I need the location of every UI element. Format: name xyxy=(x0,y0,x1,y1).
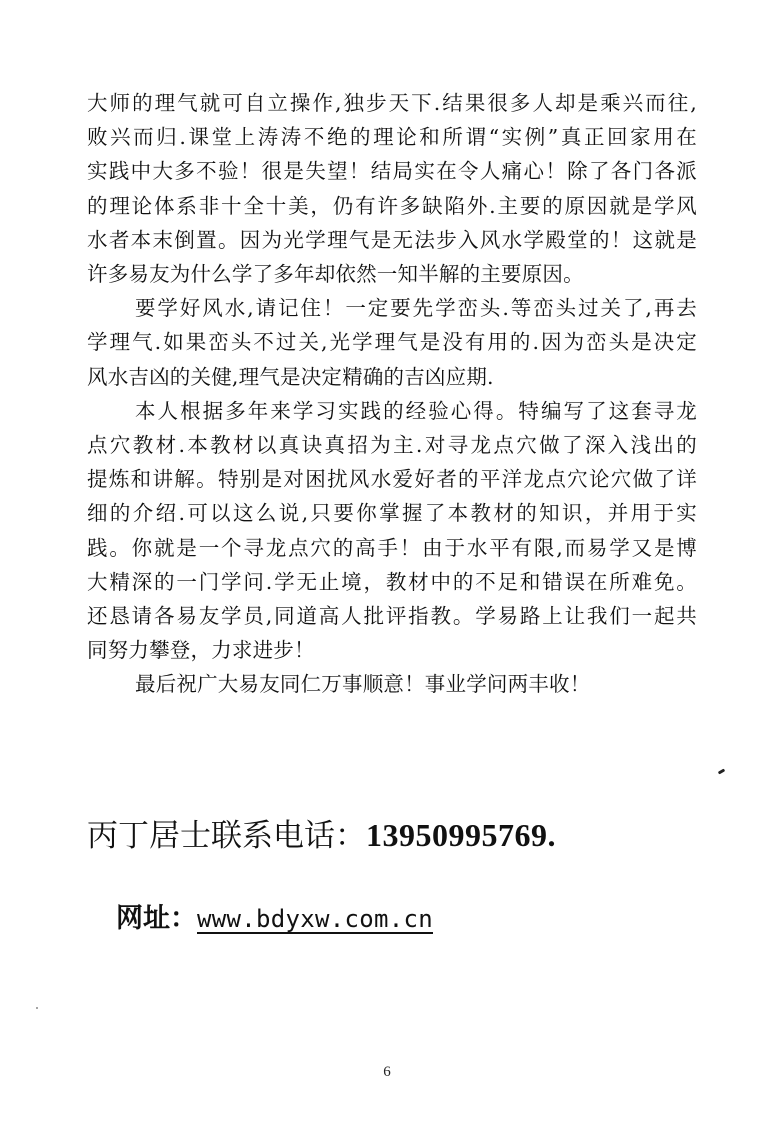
body-line: 还恳请各易友学员,同道高人批评指教。学易路上让我们一起共 xyxy=(87,604,697,629)
body-line: 的理论体系非十全十美，仍有许多缺陷外.主要的原因就是学风 xyxy=(87,193,697,218)
phone-number: 13950995769. xyxy=(366,817,556,853)
body-text xyxy=(87,86,697,702)
body-line: 实践中大多不验！很是失望！结局实在令人痛心！除了各门各派 xyxy=(87,159,697,184)
page-number: 6 xyxy=(383,1064,391,1080)
body-line: 提炼和讲解。特别是对困扰风水爱好者的平洋龙点穴论穴做了详 xyxy=(87,467,697,492)
body-line: 践。你就是一个寻龙点穴的高手！由于水平有限,而易学又是博 xyxy=(87,535,697,560)
body-line: 大精深的一门学问.学无止境，教材中的不足和错误在所难免。 xyxy=(87,569,697,594)
body-line: 细的介绍.可以这么说,只要你掌握了本教材的知识，并用于实 xyxy=(87,501,697,526)
body-line: 本人根据多年来学习实践的经验心得。特编写了这套寻龙 xyxy=(135,398,697,423)
body-line: 最后祝广大易友同仁万事顺意！事业学问两丰收！ xyxy=(135,672,591,697)
scan-speck xyxy=(36,1007,38,1009)
body-line: 败兴而归.课堂上涛涛不绝的理论和所谓“实例”真正回家用在 xyxy=(87,125,697,150)
phone-label: 丙丁居士联系电话： xyxy=(87,818,366,854)
body-line: 点穴教材.本教材以真诀真招为主.对寻龙点穴做了深入浅出的 xyxy=(87,433,697,458)
body-line: 许多易友为什么学了多年却依然一知半解的主要原因。 xyxy=(87,262,584,287)
body-line: 要学好风水,请记住！一定要先学峦头.等峦头过关了,再去 xyxy=(135,296,697,321)
website-line xyxy=(116,896,433,935)
contact-phone-line xyxy=(87,810,556,855)
body-line: 学理气.如果峦头不过关,光学理气是没有用的.因为峦头是决定 xyxy=(87,330,697,355)
body-line: 风水吉凶的关健,理气是决定精确的吉凶应期. xyxy=(87,364,494,389)
scan-speck xyxy=(718,768,726,774)
website-label: 网址： xyxy=(116,903,197,934)
body-line: 水者本末倒置。因为光学理气是无法步入风水学殿堂的！这就是 xyxy=(87,227,697,252)
website-url-link[interactable]: www.bdyxw.com.cn xyxy=(197,905,433,933)
body-line: 同努力攀登，力求进步！ xyxy=(87,638,315,663)
body-line: 大师的理气就可自立操作,独步天下.结果很多人却是乘兴而往, xyxy=(87,91,697,115)
